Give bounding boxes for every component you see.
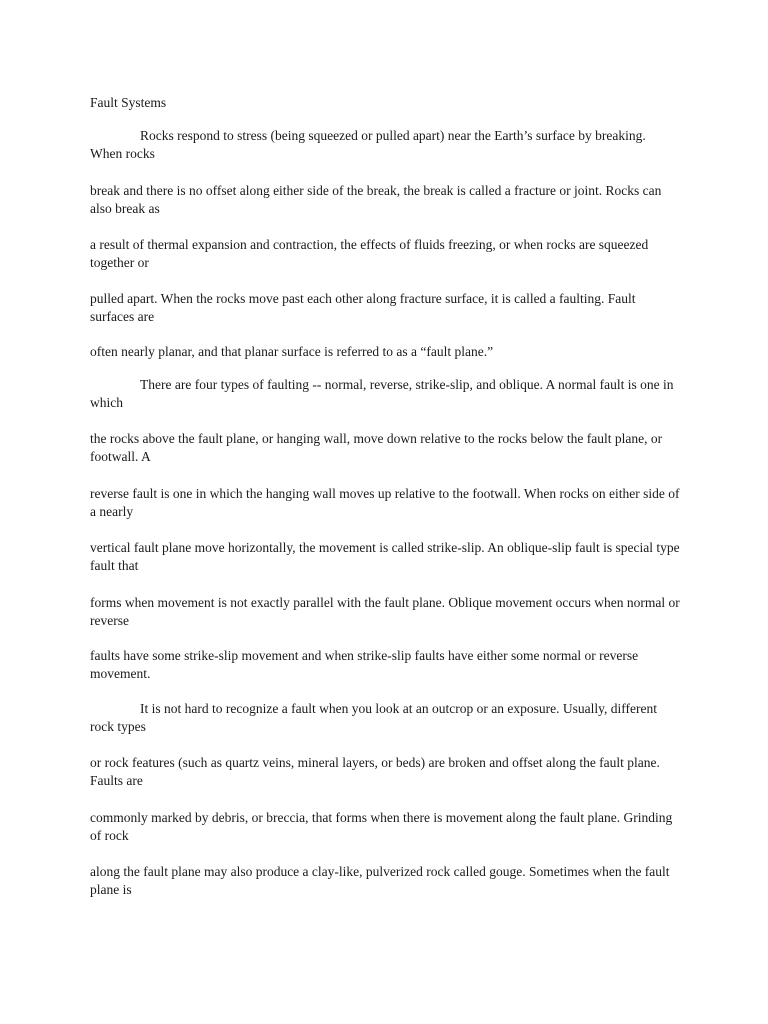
document-title: Fault Systems [90,95,167,110]
paragraph-5: often nearly planar, and that planar surface is referred to as a “fault plane.” [90,344,494,359]
paragraph-9: vertical fault plane move horizontally, the movement is called strike-slip. An oblique-slip fault is special type fault that [90,540,680,573]
paragraph-12: It is not hard to recognize a fault when you look at an outcrop or an exposure. Usually, different rock types [90,701,657,734]
paragraph-2: break and there is no offset along either side of the break, the break is called a fracture or joint. Rocks can also break as [90,183,662,216]
paragraph-13: or rock features (such as quartz veins, mineral layers, or beds) are broken and offset along the fault plane. Faults are [90,755,660,788]
paragraph-10: forms when movement is not exactly parallel with the fault plane. Oblique movement occurs when normal or reverse [90,595,680,628]
paragraph-14: commonly marked by debris, or breccia, that forms when there is movement along the fault plane. Grinding of rock [90,810,673,843]
paragraph-3: a result of thermal expansion and contraction, the effects of fluids freezing, or when rocks are squeezed together or [90,237,649,270]
paragraph-15: along the fault plane may also produce a clay-like, pulverized rock called gouge. Sometimes when the fault plane is [90,864,670,897]
paragraph-11: faults have some strike-slip movement and when strike-slip faults have either some normal or reverse movement. [90,648,639,681]
paragraph-8: reverse fault is one in which the hanging wall moves up relative to the footwall. When rocks on either side of a nearly [90,486,680,519]
paragraph-4: pulled apart. When the rocks move past each other along fracture surface, it is called a faulting. Fault surfaces are [90,291,636,324]
paragraph-7: the rocks above the fault plane, or hanging wall, move down relative to the rocks below the fault plane, or footwall. A [90,431,663,464]
paragraph-1: Rocks respond to stress (being squeezed or pulled apart) near the Earth’s surface by breaking. When rocks [90,128,646,161]
paragraph-6: There are four types of faulting -- normal, reverse, strike-slip, and oblique. A normal fault is one in which [90,377,674,410]
document-page [90,0,680,1024]
